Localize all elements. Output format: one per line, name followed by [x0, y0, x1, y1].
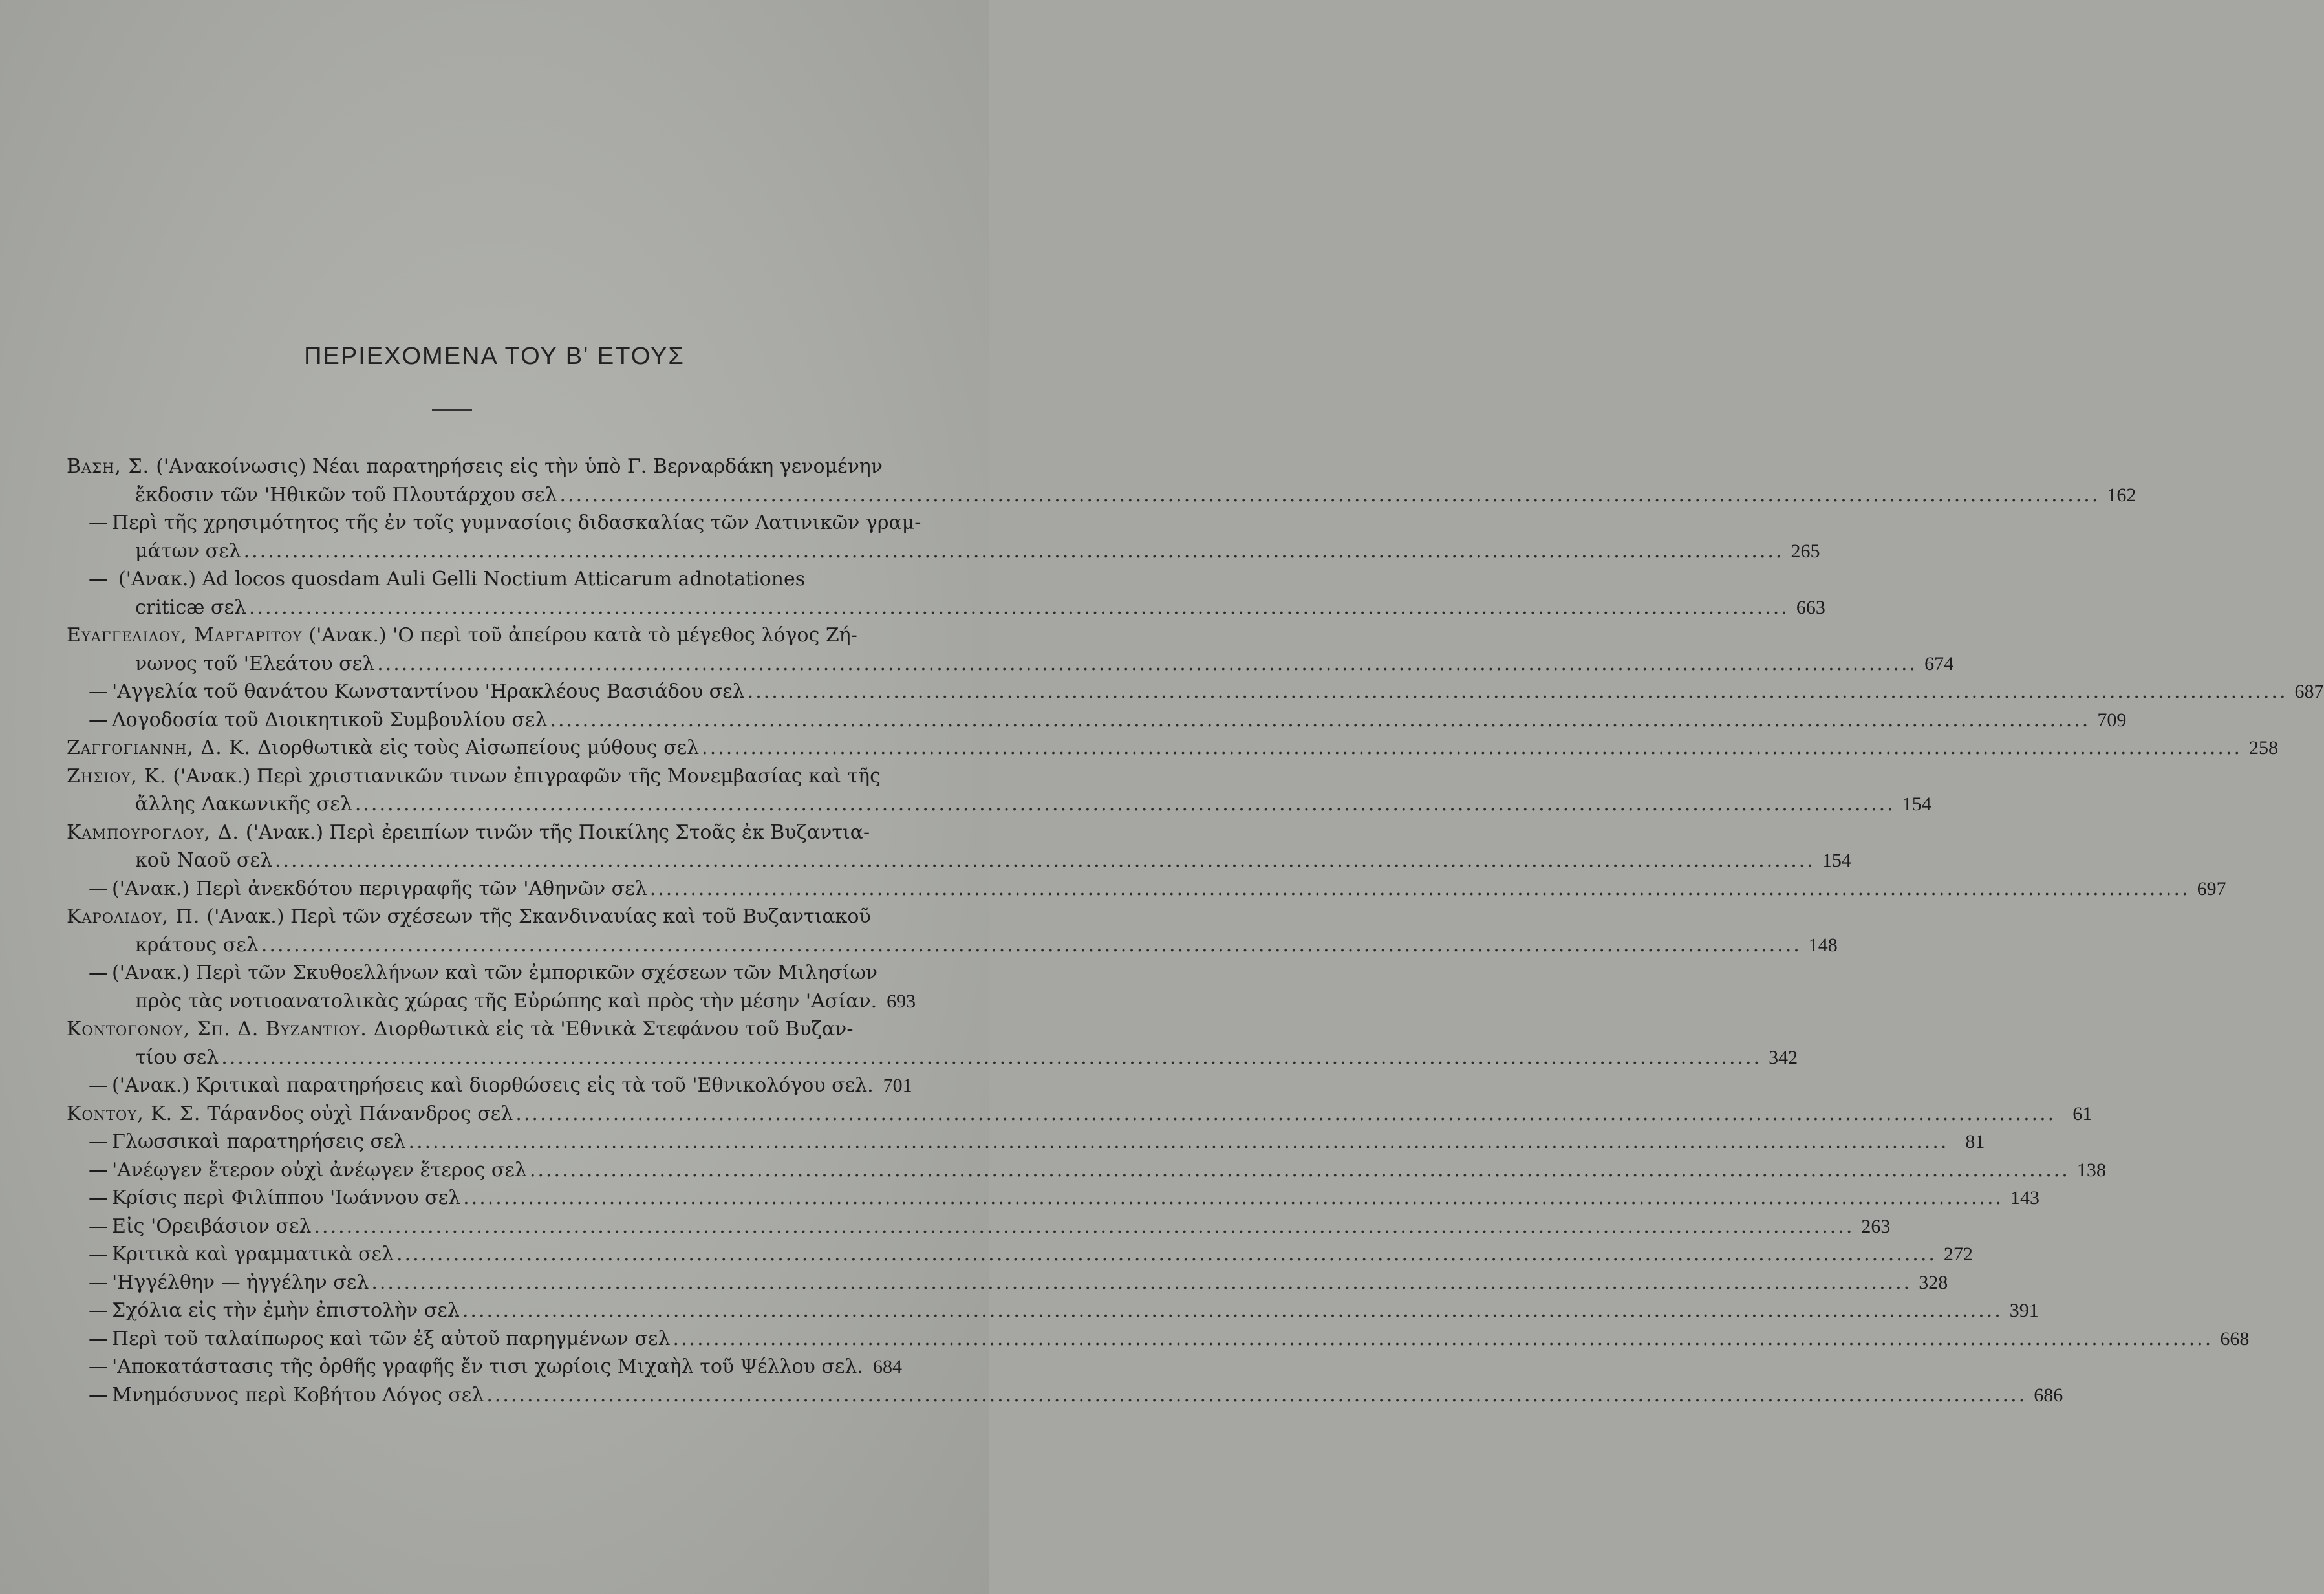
entry-title-continued: νωνος τοῦ 'Ελεάτου σελ [135, 652, 375, 675]
entry-dash: — [89, 568, 108, 590]
page-number: 265 [1791, 540, 1820, 562]
toc-entry [67, 1240, 1973, 1269]
page-number: 701 [883, 1075, 912, 1096]
leader-dots [650, 875, 2190, 903]
page-number: 263 [1861, 1215, 1891, 1237]
leader-dots [249, 594, 1789, 622]
leader-dots [560, 481, 2100, 510]
toc-entry [67, 1269, 1948, 1297]
page-number: 138 [2076, 1159, 2106, 1181]
toc-entry-line [67, 621, 857, 650]
page-number: 668 [2220, 1328, 2250, 1350]
toc-entry [67, 959, 916, 1015]
toc-entry-line [67, 1100, 2093, 1128]
entry-title: Διορθωτικὰ εἰς τὰ 'Εθνικὰ Στεφάνου τοῦ Βυζαν- [373, 1018, 854, 1040]
entry-title-continued: ἔκδοσιν τῶν 'Ηθικῶν τοῦ Πλουτάρχου σελ [135, 483, 557, 506]
entry-title-continued: κοῦ Ναοῦ σελ [135, 849, 272, 872]
leader-dots [275, 846, 1815, 875]
toc-entry-line [67, 1015, 854, 1044]
entry-dash: — [89, 1383, 108, 1406]
entry-title-continued: κράτους σελ [135, 933, 259, 956]
entry-title: ('Ανακ.) Ad locos quosdam Auli Gelli Noctium Atticarum adnotationes [118, 568, 806, 590]
page-number: 687 [2294, 681, 2324, 702]
entry-title: 'Ηγγέλθην — ἠγγέλην σελ [112, 1271, 369, 1294]
title-rule [432, 409, 472, 411]
toc-entry-line [67, 678, 2324, 706]
entry-title-continued: ἄλλης Λακωνικῆς σελ [135, 793, 352, 815]
page-number: 697 [2197, 878, 2226, 899]
toc-entry-line [67, 819, 870, 847]
toc-entry-line [67, 903, 871, 931]
toc-entry [67, 678, 2324, 706]
page-number: 258 [2249, 737, 2279, 759]
toc-entry [67, 903, 1838, 959]
entry-dash: — [89, 1327, 108, 1350]
page-number: 674 [1924, 652, 1954, 674]
toc-entry-line [67, 509, 921, 537]
toc-entry [67, 1156, 2106, 1185]
toc-entry-line [67, 931, 1838, 960]
page-number: 342 [1769, 1046, 1798, 1068]
page-number: 61 [2072, 1103, 2093, 1125]
toc-entry [67, 1325, 2250, 1353]
leader-dots [702, 734, 2242, 762]
toc-entry [67, 1128, 1985, 1156]
entry-title: Περὶ τοῦ ταλαίπωρος καὶ τῶν ἐξ αὐτοῦ παρηγμένων σελ [112, 1327, 671, 1350]
toc-entry-line [67, 537, 1820, 566]
page-number: 709 [2097, 709, 2127, 731]
toc-entry [67, 734, 2279, 762]
entry-dash: — [89, 512, 108, 534]
page-number: 143 [2010, 1187, 2040, 1209]
leader-dots [486, 1381, 2027, 1410]
entry-dash: — [89, 1299, 108, 1322]
entry-title: ('Ανακ.) Περὶ χριστιανικῶν τινων ἐπιγραφῶν τῆς Μονεμβασίας καὶ τῆς [173, 764, 881, 788]
toc-entry-line [67, 734, 2279, 762]
entry-dash: — [89, 1355, 108, 1378]
entry-title: Κριτικὰ καὶ γραμματικὰ σελ [112, 1243, 394, 1266]
entry-title: Σχόλια εἰς τὴν ἐμὴν ἐπιστολὴν σελ [112, 1299, 460, 1322]
entry-dash: — [89, 877, 108, 900]
entry-dash: — [89, 962, 108, 984]
toc-entry-line [67, 1044, 1798, 1072]
toc-entry [67, 1184, 2040, 1212]
toc-entry [67, 509, 1820, 565]
page-number: 154 [1902, 793, 1931, 815]
leader-dots [515, 1100, 2056, 1128]
toc-entry-line [67, 1325, 2250, 1353]
entry-title-continued: πρὸς τὰς νοτιοανατολικὰς χώρας τῆς Εὐρώπης καὶ πρὸς τὴν μέσην 'Ασίαν. [135, 989, 877, 1013]
toc-entry [67, 819, 1851, 875]
toc-entry-line [67, 453, 883, 481]
leader-dots [261, 931, 1802, 960]
entry-title: 'Ανέῳγεν ἕτερον οὐχὶ ἀνέῳγεν ἕτερος σελ [112, 1158, 527, 1181]
entry-title: Κρίσις περὶ Φιλίππου 'Ιωάννου σελ [112, 1187, 461, 1209]
page-number: 693 [887, 990, 916, 1012]
leader-dots [672, 1325, 2213, 1353]
entry-title: ('Ανακ.) Περὶ τῶν σχέσεων τῆς Σκανδιναυίας καὶ τοῦ Βυζαντιακοῦ [206, 905, 871, 928]
toc-entry-line [67, 650, 1954, 678]
entry-title-continued: criticæ σελ [135, 596, 246, 619]
entry-dash: — [89, 680, 108, 703]
toc-entry-line [67, 762, 881, 791]
toc-entry-line [67, 1381, 2063, 1410]
entry-dash: — [89, 1187, 108, 1209]
entry-title: Μνημόσυνος περὶ Κοβήτου Λόγος σελ [112, 1383, 484, 1406]
leader-dots [748, 678, 2288, 706]
entry-author: Βαση, Σ. [67, 455, 150, 478]
page-title: ΠΕΡΙΕΧΟΜΕΝΑ ΤΟΥ Β' ΕΤΟΥΣ [304, 343, 685, 370]
toc-entry-line [67, 594, 1825, 622]
entry-dash: — [89, 1214, 108, 1238]
page-number: 328 [1919, 1271, 1948, 1293]
entry-dash: — [89, 1130, 108, 1153]
toc-entry-line [67, 706, 2127, 735]
toc-entry-line [67, 1240, 1973, 1269]
page-number: 684 [872, 1356, 902, 1377]
toc-entry [67, 706, 2127, 735]
toc-entry-line [67, 565, 830, 594]
entry-author: Καρολιδου, Π. [67, 905, 200, 928]
toc-entry [67, 875, 2226, 903]
entry-author: Ζησιου, Κ. [67, 764, 167, 788]
page-number: 686 [2034, 1384, 2063, 1406]
entry-title-continued: τίου σελ [135, 1046, 219, 1069]
leader-dots [221, 1044, 1761, 1072]
entry-author: Ζαγγογιαννη, Δ. Κ. [67, 737, 252, 759]
page-number: 272 [1943, 1244, 1973, 1265]
leader-dots [396, 1240, 1937, 1269]
toc-entry-line [67, 1184, 2040, 1212]
toc-entry [67, 621, 1954, 678]
entry-dash: — [89, 1243, 108, 1266]
table-of-contents [67, 453, 2324, 1409]
page-number: 148 [1808, 934, 1838, 956]
leader-dots [314, 1212, 1855, 1241]
entry-title: Γλωσσικαὶ παρατηρήσεις σελ [112, 1130, 406, 1153]
entry-title: Περὶ τῆς χρησιμότητος τῆς ἐν τοῖς γυμνασίοις διδασκαλίας τῶν Λατινικῶν γραμ- [112, 512, 921, 534]
page-number: 81 [1965, 1131, 1985, 1152]
leader-dots [550, 706, 2090, 735]
toc-entry [67, 1015, 1798, 1072]
entry-author: Ευαγγελιδου, Μαργαριτου [67, 624, 303, 647]
leader-dots [409, 1128, 1949, 1156]
toc-entry [67, 565, 1825, 621]
leader-dots [463, 1184, 2003, 1212]
entry-dash: — [89, 708, 108, 731]
toc-entry [67, 453, 2136, 509]
entry-author: Καμπουρογλου, Δ. [67, 821, 239, 844]
toc-entry-line [67, 1212, 1891, 1241]
toc-entry [67, 762, 1931, 819]
entry-title-continued: μάτων σελ [135, 539, 241, 563]
toc-entry-line [67, 481, 2136, 510]
entry-dash: — [89, 1074, 108, 1097]
leader-dots [355, 790, 1895, 819]
entry-title: 'Αγγελία τοῦ θανάτου Κωνσταντίνου 'Ηρακλέους Βασιάδου σελ [112, 680, 745, 703]
entry-title: ('Ανακ.) Περὶ ἐρειπίων τινῶν τῆς Ποικίλης Στοᾶς ἐκ Βυζαντια- [245, 821, 870, 844]
toc-entry-line [67, 846, 1851, 875]
toc-entry [67, 1072, 912, 1100]
toc-entry [67, 1297, 2039, 1325]
toc-entry [67, 1353, 902, 1381]
page-number: 663 [1796, 596, 1825, 618]
toc-entry [67, 1100, 2093, 1128]
page-number: 391 [2009, 1300, 2039, 1321]
page-number: 154 [1822, 850, 1851, 871]
entry-title: Λογοδοσία τοῦ Διοικητικοῦ Συμβουλίου σελ [112, 708, 548, 731]
leader-dots [377, 650, 1917, 678]
entry-title: ('Ανακ.) Περὶ τῶν Σκυθοελλήνων καὶ τῶν ἐμπορικῶν σχέσεων τῶν Μιλησίων [112, 962, 878, 984]
leader-dots [530, 1156, 2070, 1185]
entry-title: ('Ανακ.) Κριτικαὶ παρατηρήσεις καὶ διορθώσεις εἰς τὰ τοῦ 'Εθνικολόγου σελ. [112, 1074, 874, 1097]
toc-entry [67, 1212, 1891, 1241]
entry-dash: — [89, 1271, 108, 1294]
entry-title: ('Ανακ.) 'Ο περὶ τοῦ ἀπείρου κατὰ τὸ μέγεθος λόγος Ζή- [308, 624, 857, 647]
leader-dots [462, 1297, 2003, 1325]
toc-entry-line [67, 1156, 2106, 1185]
entry-author: Κοντου, Κ. Σ. [67, 1102, 201, 1125]
toc-entry-line [67, 1128, 1985, 1156]
entry-title: ('Ανακ.) Περὶ ἀνεκδότου περιγραφῆς τῶν 'Αθηνῶν σελ [112, 877, 647, 900]
toc-entry-line [67, 1072, 912, 1100]
toc-entry-line [67, 1353, 902, 1381]
toc-entry [67, 1381, 2063, 1410]
entry-author: Κοντογονου, Σπ. Δ. Βυζαντιου. [67, 1018, 367, 1040]
toc-entry-line [67, 790, 1931, 819]
entry-title: 'Αποκατάστασις τῆς ὀρθῆς γραφῆς ἔν τισι χωρίοις Μιχαὴλ τοῦ Ψέλλου σελ. [112, 1355, 863, 1378]
entry-title: Διορθωτικὰ εἰς τοὺς Αἰσωπείους μύθους σελ [257, 737, 700, 759]
toc-entry-line [67, 875, 2226, 903]
toc-entry-line [67, 959, 878, 987]
toc-entry-line [67, 1297, 2039, 1325]
toc-entry-line [67, 987, 916, 1016]
entry-title: ('Ανακοίνωσις) Νέαι παρατηρήσεις εἰς τὴν ὑπὸ Γ. Βερναρδάκη γενομένην [156, 455, 883, 478]
page-number: 162 [2107, 484, 2136, 506]
leader-dots [244, 537, 1784, 566]
entry-title: Εἰς 'Ορειβάσιον σελ [112, 1214, 312, 1238]
toc-entry-line [67, 1269, 1948, 1297]
entry-dash: — [89, 1158, 108, 1181]
entry-title: Τάρανδος οὐχὶ Πάνανδρος σελ [207, 1102, 513, 1125]
leader-dots [371, 1269, 1911, 1297]
